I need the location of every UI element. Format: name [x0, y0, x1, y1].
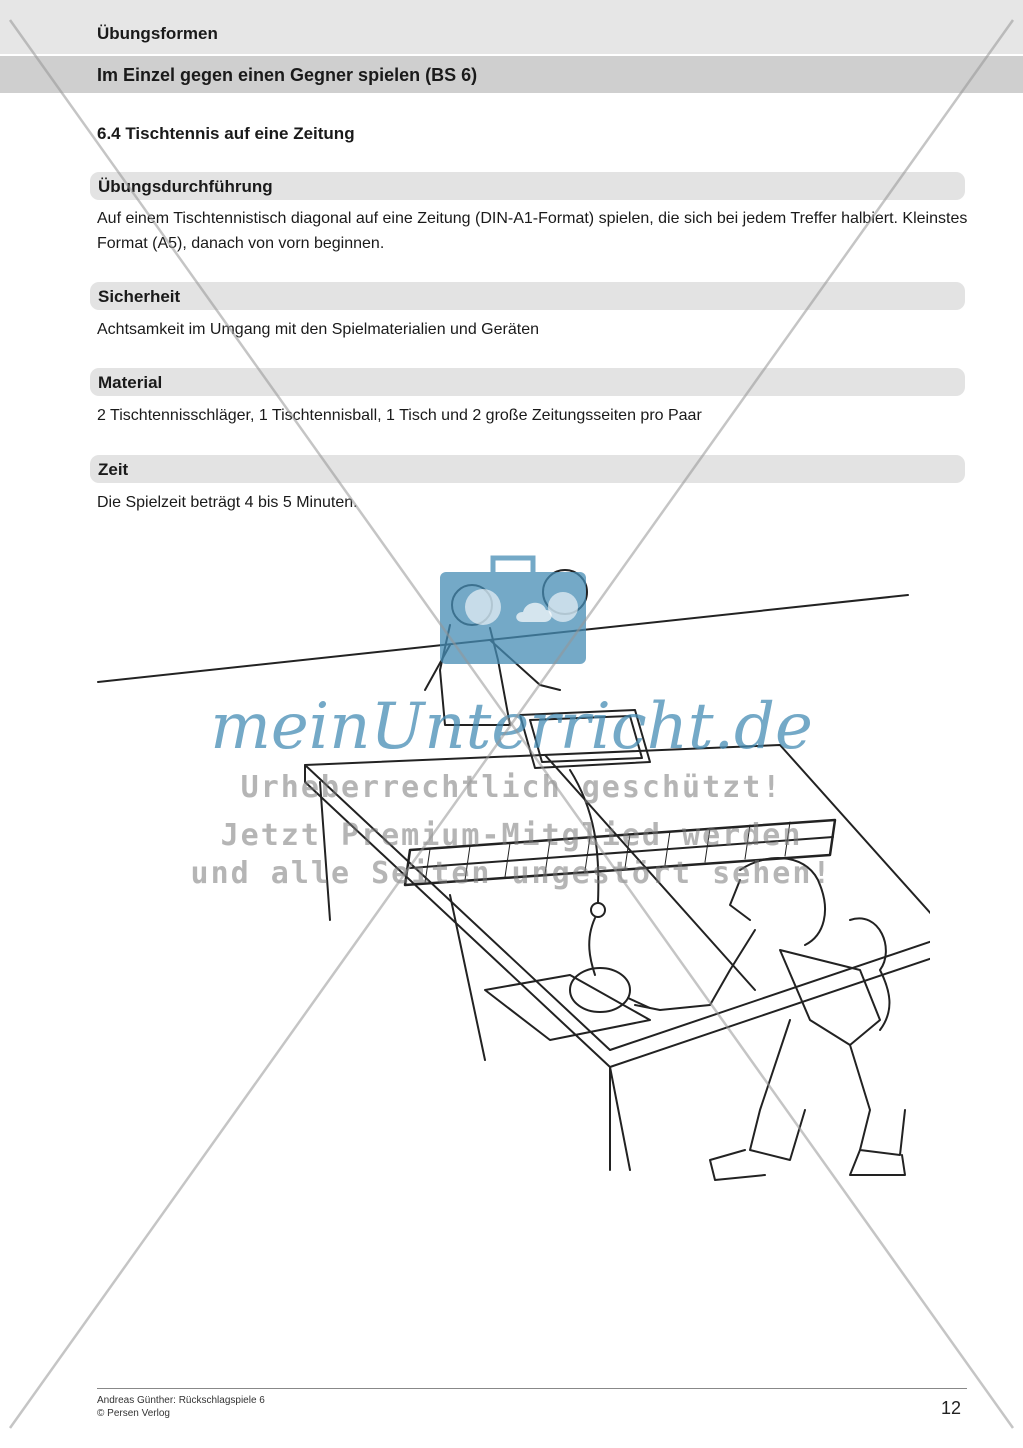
footer-divider	[97, 1388, 967, 1389]
heading-bar-safety	[90, 282, 965, 310]
heading-bar-time	[90, 455, 965, 483]
header-title-band	[0, 56, 1023, 93]
header-title: Im Einzel gegen einen Gegner spielen (BS 6)	[97, 65, 478, 85]
heading-procedure: Übungsdurchführung	[98, 177, 273, 196]
watermark-briefcase-icon	[438, 552, 588, 667]
text-material: 2 Tischtennisschläger, 1 Tischtennisball, 1 Tisch und 2 große Zeitungsseiten pro Paar	[97, 407, 702, 424]
heading-material: Material	[98, 373, 163, 392]
header-category: Übungsformen	[97, 24, 218, 43]
footer-author: Andreas Günther: Rückschlagspiele 6	[97, 1395, 265, 1406]
text-procedure: Auf einem Tischtennistisch diagonal auf eine Zeitung (DIN-A1-Format) spielen, die sich bei jedem Treffer halbiert. Kleinstes Format (A5), danach von vorn beginnen.	[97, 210, 968, 252]
section-title: 6.4 Tischtennis auf eine Zeitung	[97, 124, 355, 143]
watermark-line-3: und alle Seiten ungestört sehen!	[190, 856, 833, 891]
heading-bar-material	[90, 368, 965, 396]
heading-safety: Sicherheit	[98, 287, 181, 306]
heading-time: Zeit	[98, 460, 129, 479]
watermark-logo: meinUnterricht.de	[210, 690, 813, 764]
footer-credits	[97, 1394, 265, 1420]
header-category-band	[0, 0, 1023, 54]
watermark-line-2: Jetzt Premium-Mitglied werden	[220, 818, 803, 853]
watermark-line-1: Urheberrechtlich geschützt!	[240, 770, 783, 805]
text-time: Die Spielzeit beträgt 4 bis 5 Minuten.	[97, 494, 358, 511]
page-number: 12	[941, 1398, 962, 1418]
footer-publisher: © Persen Verlog	[97, 1408, 170, 1419]
text-safety: Achtsamkeit im Umgang mit den Spielmaterialien und Geräten	[97, 321, 539, 338]
heading-bar-procedure	[90, 172, 965, 200]
